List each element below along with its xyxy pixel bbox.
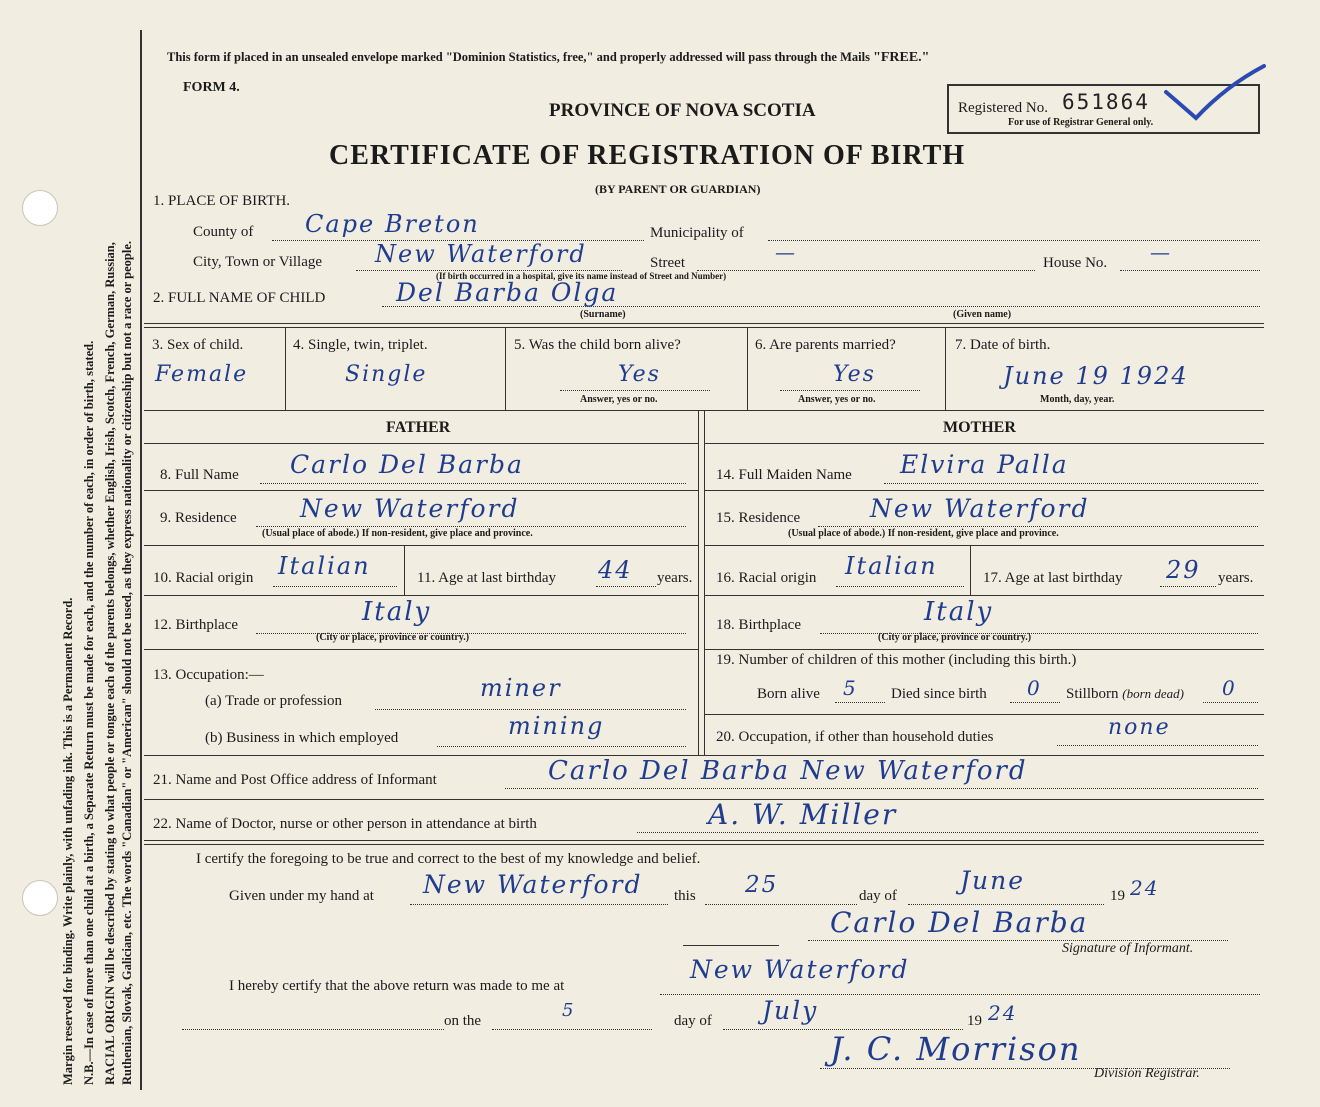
- father-heading: FATHER: [386, 419, 451, 436]
- mother-occupation-value: none: [1108, 715, 1171, 740]
- died-value: 0: [1027, 676, 1042, 700]
- punch-hole-top: [22, 190, 58, 226]
- registrar-year-prefix: 19: [967, 1013, 982, 1029]
- mother-residence-label: 15. Residence: [716, 510, 801, 526]
- mother-birthplace-label: 18. Birthplace: [716, 617, 801, 633]
- hospital-note: (If birth occurred in a hospital, give its name instead of Street and Number): [436, 271, 727, 281]
- informant-label: 21. Name and Post Office address of Informant: [153, 772, 437, 788]
- registrar-signature-label: Division Registrar.: [1094, 1066, 1200, 1081]
- alive-answer-note: Answer, yes or no.: [580, 394, 658, 405]
- father-age-label: 11. Age at last birthday: [417, 570, 556, 586]
- father-race-value: Italian: [278, 552, 371, 580]
- postal-notice: This form if placed in an unsealed envelope marked "Dominion Statistics, free," and properly addressed will pass through the Mails "FREE.": [167, 50, 930, 65]
- father-trade-label: (a) Trade or profession: [205, 693, 343, 709]
- dob-note: Month, day, year.: [1040, 394, 1115, 405]
- margin-rule: [140, 30, 142, 1090]
- father-race-label: 10. Racial origin: [153, 570, 254, 586]
- child-name-label: 2. FULL NAME OF CHILD: [153, 290, 326, 306]
- registered-label: Registered No.: [958, 100, 1048, 116]
- house-label: House No.: [1043, 255, 1108, 271]
- certify-statement: I certify the foregoing to be true and correct to the best of my knowledge and belief.: [196, 851, 701, 867]
- mother-race-label: 16. Racial origin: [716, 570, 817, 586]
- mother-birthplace-note: (City or place, province or country.): [878, 632, 1032, 643]
- this-label: this: [674, 888, 696, 904]
- mother-occupation-label: 20. Occupation, if other than household duties: [716, 729, 994, 745]
- dob-value: June 19 1924: [1003, 362, 1189, 390]
- married-value: Yes: [833, 362, 876, 387]
- given-year-value: 24: [1130, 876, 1160, 900]
- registrar-note: For use of Registrar General only.: [1008, 117, 1154, 128]
- sex-label: 3. Sex of child.: [152, 337, 244, 353]
- father-residence-note: (Usual place of abode.) If non-resident, give place and province.: [262, 528, 533, 539]
- father-occupation-label: 13. Occupation:—: [153, 667, 264, 683]
- father-name-label: 8. Full Name: [160, 467, 239, 483]
- margin-note-4: Ruthenian, Slovak, Galician, etc. The words "Canadian" or "American" should not be used, as they express nationality or citizenship but not a race or people.: [120, 240, 134, 1085]
- doctor-label: 22. Name of Doctor, nurse or other person in attendance at birth: [153, 816, 537, 832]
- married-answer-note: Answer, yes or no.: [798, 394, 876, 405]
- father-business-value: mining: [508, 712, 605, 740]
- registrar-month-value: July: [762, 996, 819, 1025]
- binding-margin: [0, 0, 140, 1107]
- given-day-value: 25: [745, 872, 779, 898]
- father-birthplace-note: (City or place, province or country.): [316, 632, 470, 643]
- father-birthplace-label: 12. Birthplace: [153, 617, 238, 633]
- registrar-statement: I hereby certify that the above return was made to me at: [229, 978, 565, 994]
- father-residence-value: New Waterford: [300, 494, 520, 523]
- alive-value: Yes: [618, 362, 661, 387]
- place-heading: 1. PLACE OF BIRTH.: [153, 193, 291, 209]
- given-name-note: (Given name): [953, 309, 1012, 320]
- given-place-value: New Waterford: [423, 870, 643, 899]
- sex-value: Female: [155, 362, 249, 387]
- mother-birthplace-value: Italy: [924, 597, 994, 627]
- margin-note-3: RACIAL ORIGIN will be described by stating to what people or tongue each of the parents belongs, whether English, Irish, Scotch, French, German, Russian,: [103, 242, 117, 1085]
- mother-name-label: 14. Full Maiden Name: [716, 467, 852, 483]
- born-alive-label: Born alive: [757, 686, 820, 702]
- informant-signature-label: Signature of Informant.: [1062, 941, 1194, 956]
- given-month-value: June: [960, 866, 1026, 895]
- registrar-place-value: New Waterford: [690, 955, 910, 984]
- registrar-day-value: 5: [562, 1000, 576, 1021]
- registered-number: 651864: [1062, 90, 1150, 114]
- street-value: —: [775, 240, 797, 264]
- given-day-of-label: day of: [859, 888, 897, 904]
- page-title: CERTIFICATE OF REGISTRATION OF BIRTH: [329, 140, 966, 171]
- province-heading: PROVINCE OF NOVA SCOTIA: [549, 100, 816, 121]
- mother-heading: MOTHER: [943, 419, 1016, 436]
- margin-note-2: N.B.—In case of more than one child at a birth, a Separate Return must be made for each, and the number of each, in order of birth, stated.: [82, 340, 96, 1085]
- dob-label: 7. Date of birth.: [955, 337, 1051, 353]
- county-value: Cape Breton: [305, 210, 480, 238]
- form-number: FORM 4.: [183, 80, 240, 95]
- father-years-label: years.: [657, 570, 693, 586]
- municipality-label: Municipality of: [650, 225, 744, 241]
- city-value: New Waterford: [375, 240, 587, 268]
- county-label: County of: [193, 224, 254, 240]
- margin-note-1: Margin reserved for binding. Write plainly, with unfading ink. This is a Permanent Record.: [61, 597, 75, 1085]
- plural-value: Single: [345, 362, 428, 387]
- street-label: Street: [650, 255, 685, 271]
- child-name-value: Del Barba Olga: [396, 278, 619, 307]
- on-the-label: on the: [444, 1013, 482, 1029]
- registrar-year-value: 24: [988, 1001, 1018, 1025]
- stillborn-label: Stillborn (born dead): [1066, 686, 1185, 702]
- alive-label: 5. Was the child born alive?: [514, 337, 681, 353]
- mother-years-label: years.: [1218, 570, 1254, 586]
- father-birthplace-value: Italy: [362, 597, 432, 627]
- plural-label: 4. Single, twin, triplet.: [293, 337, 428, 353]
- mother-race-value: Italian: [845, 552, 938, 580]
- mother-children-label: 19. Number of children of this mother (including this birth.): [716, 652, 1077, 668]
- father-business-label: (b) Business in which employed: [205, 730, 399, 746]
- mother-residence-note: (Usual place of abode.) If non-resident, give place and province.: [788, 528, 1059, 539]
- mother-residence-value: New Waterford: [870, 494, 1090, 523]
- father-name-value: Carlo Del Barba: [290, 450, 524, 479]
- father-residence-label: 9. Residence: [160, 510, 237, 526]
- given-label: Given under my hand at: [229, 888, 374, 904]
- stillborn-value: 0: [1222, 676, 1237, 700]
- check-mark-icon: [1160, 62, 1270, 124]
- registrar-signature: J. C. Morrison: [830, 1030, 1082, 1068]
- died-label: Died since birth: [891, 686, 987, 702]
- doctor-value: A. W. Miller: [708, 798, 898, 831]
- mother-age-label: 17. Age at last birthday: [983, 570, 1123, 586]
- punch-hole-bottom: [22, 880, 58, 916]
- married-label: 6. Are parents married?: [755, 337, 896, 353]
- born-alive-value: 5: [843, 676, 858, 700]
- surname-note: (Surname): [580, 309, 626, 320]
- house-value: —: [1150, 240, 1172, 264]
- mother-age-value: 29: [1166, 556, 1201, 584]
- registrar-day-of-label: day of: [674, 1013, 712, 1029]
- father-age-value: 44: [598, 556, 633, 584]
- page-subtitle: (BY PARENT OR GUARDIAN): [595, 182, 761, 196]
- given-year-prefix: 19: [1110, 888, 1125, 904]
- informant-signature: Carlo Del Barba: [830, 906, 1089, 939]
- informant-value: Carlo Del Barba New Waterford: [548, 756, 1028, 786]
- father-trade-value: miner: [480, 674, 562, 702]
- mother-name-value: Elvira Palla: [900, 450, 1069, 479]
- city-label: City, Town or Village: [193, 254, 323, 270]
